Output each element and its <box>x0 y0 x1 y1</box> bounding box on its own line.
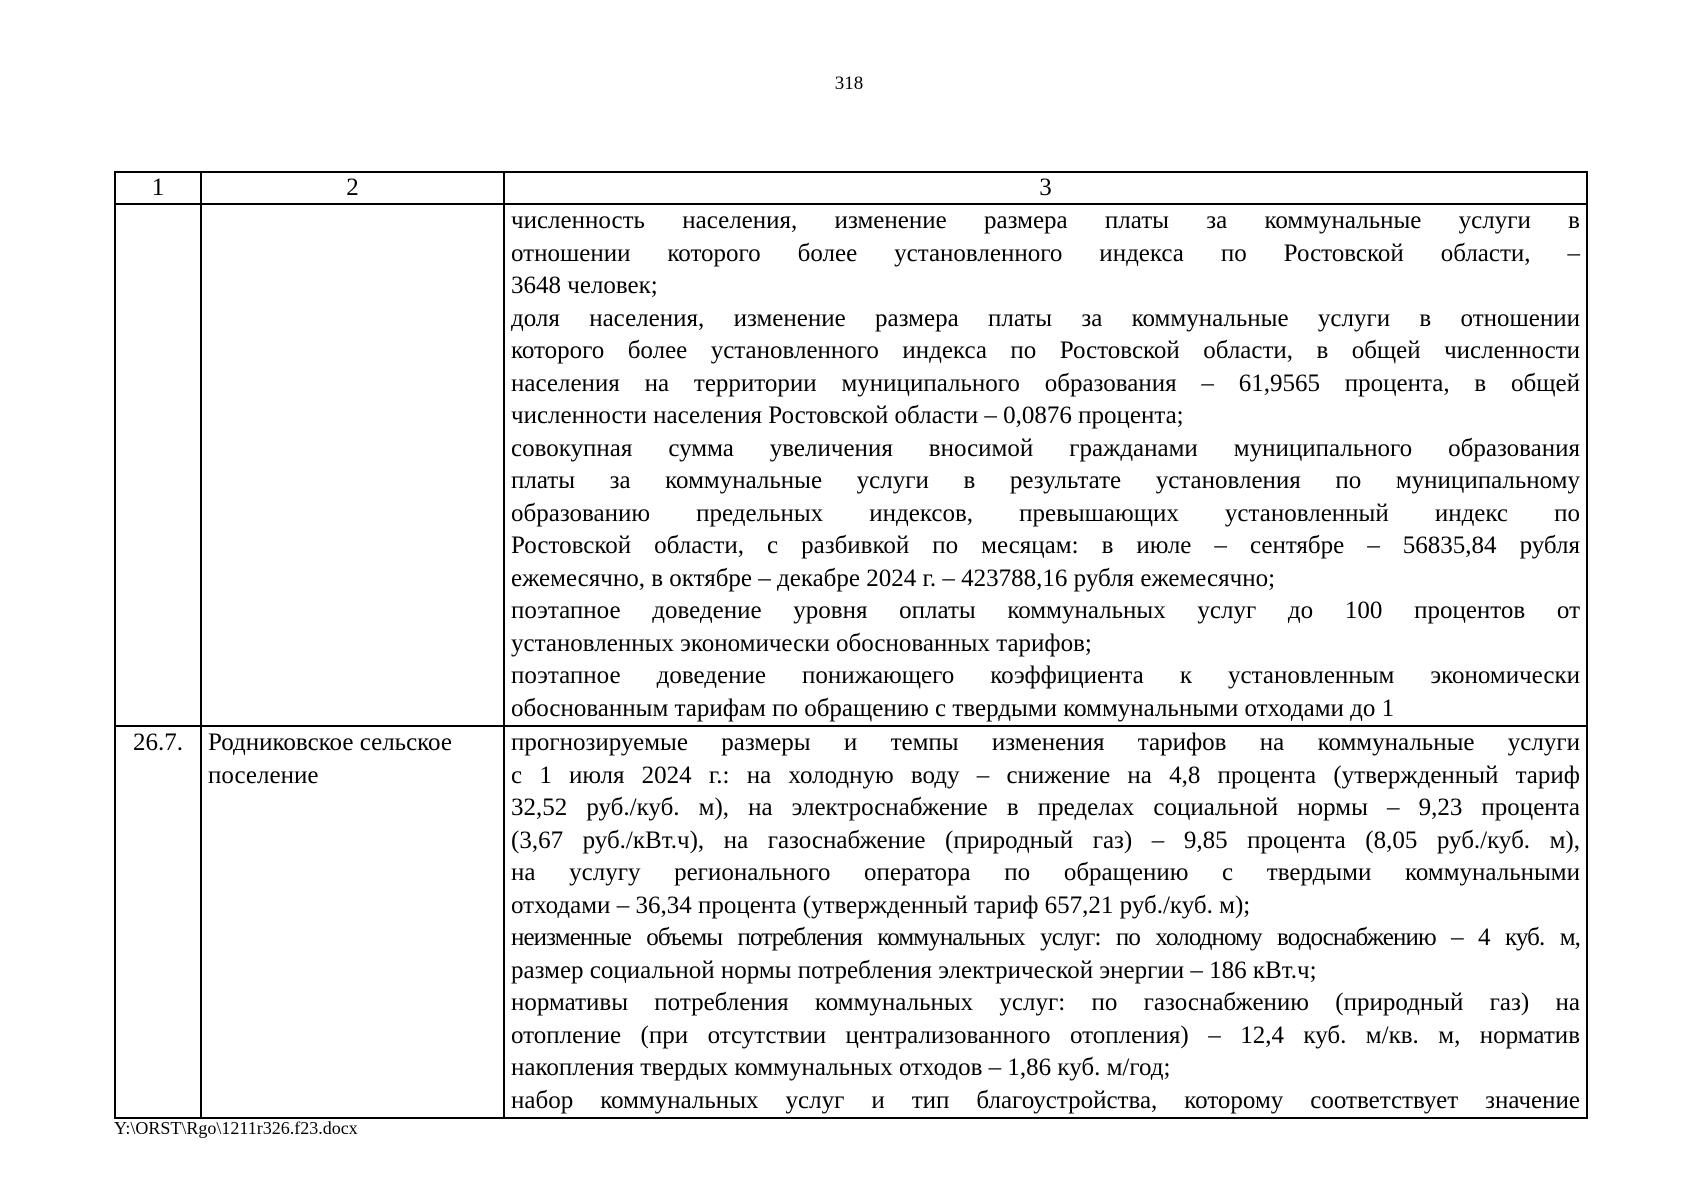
text-line: 32,52 руб./куб. м), на электроснабжение в пределах социальной нормы – 9,23 процента <box>511 794 1580 821</box>
text-line: доля населения, изменение размера платы за коммунальные услуги в отношении <box>511 304 1580 332</box>
table-header-row <box>115 172 1587 204</box>
text-line: с 1 июля 2024 г.: на холодную воду – снижение на 4,8 процента (утвержденный тариф <box>511 761 1580 789</box>
text-line: отопление (при отсутствии централизованного отопления) – 12,4 куб. м/кв. м, норматив <box>511 1021 1580 1049</box>
text-line: численность населения, изменение размера платы за коммунальные услуги в <box>511 207 1580 234</box>
text-line: нормативы потребления коммунальных услуг: по газоснабжению (природный газ) на <box>511 989 1580 1016</box>
footer-file-path: Y:\ORST\Rgo\1211r326.f23.docx <box>114 1118 358 1138</box>
text-line: населения на территории муниципального образования – 61,9565 процента, в общей <box>511 369 1580 397</box>
text-line: совокупная сумма увеличения вносимой гражданами муниципального образования <box>511 434 1580 462</box>
text-line: Ростовской области, с разбивкой по месяцам: в июле – сентябре – 56835,84 рубля <box>511 532 1580 559</box>
text-line: которого более установленного индекса по Ростовской области, в общей численности <box>511 337 1580 364</box>
text-line: отношении которого более установленного индекса по Ростовской области, – <box>511 239 1580 267</box>
text-line: накопления твердых коммунальных отходов – 1,86 куб. м/год; <box>511 1054 1171 1081</box>
text-line: размер социальной нормы потребления электрической энергии – 186 кВт.ч; <box>511 956 1317 984</box>
text-line: отходами – 36,34 процента (утвержденный тариф 657,21 руб./куб. м); <box>511 891 1251 919</box>
page-number: 318 <box>834 73 864 94</box>
text-line: платы за коммунальные услуги в результате установления по муниципальному <box>511 467 1580 494</box>
text-line: (3,67 руб./кВт.ч), на газоснабжение (природный газ) – 9,85 процента (8,05 руб./куб. м), <box>511 826 1580 854</box>
text-line: ежемесячно, в октябре – декабре 2024 г. – 423788,16 рубля ежемесячно; <box>511 564 1276 592</box>
text-line: прогнозируемые размеры и темпы изменения тарифов на коммунальные услуги <box>511 729 1580 756</box>
row-number-cell <box>115 204 201 726</box>
row-text-cell <box>504 204 1587 726</box>
row-number-cell: 26.7. <box>115 726 201 1118</box>
table-row <box>115 726 1587 1118</box>
column-header-3: 3 <box>504 172 1587 204</box>
text-line: образованию предельных индексов, превышающих установленный индекс по <box>511 499 1580 527</box>
table-row <box>115 204 1587 726</box>
text-line: поэтапное доведение понижающего коэффициента к установленным экономически <box>511 662 1580 689</box>
row-text-cell <box>504 726 1587 1118</box>
column-header-2: 2 <box>201 172 504 204</box>
text-line: поэтапное доведение уровня оплаты коммунальных услуг до 100 процентов от <box>511 597 1580 624</box>
text-line: 3648 человек; <box>511 272 658 299</box>
text-line: численности населения Ростовской области – 0,0876 процента; <box>511 402 1184 429</box>
settlement-name-cell: Родниковское сельское поселение <box>201 726 504 1118</box>
text-line: набор коммунальных услуг и тип благоустройства, которому соответствует значение <box>511 1086 1580 1114</box>
text-line: установленных экономически обоснованных тарифов; <box>511 629 1092 657</box>
document-table <box>114 171 1588 1119</box>
settlement-name-cell <box>201 204 504 726</box>
text-line: на услугу регионального оператора по обращению с твердыми коммунальными <box>511 859 1580 886</box>
text-line: неизменные объемы потребления коммунальных услуг: по холодному водоснабжению – 4 куб. м, <box>511 924 1580 951</box>
text-line: обоснованным тарифам по обращению с твердыми коммунальными отходами до 1 <box>511 694 1395 722</box>
column-header-1: 1 <box>115 172 201 204</box>
